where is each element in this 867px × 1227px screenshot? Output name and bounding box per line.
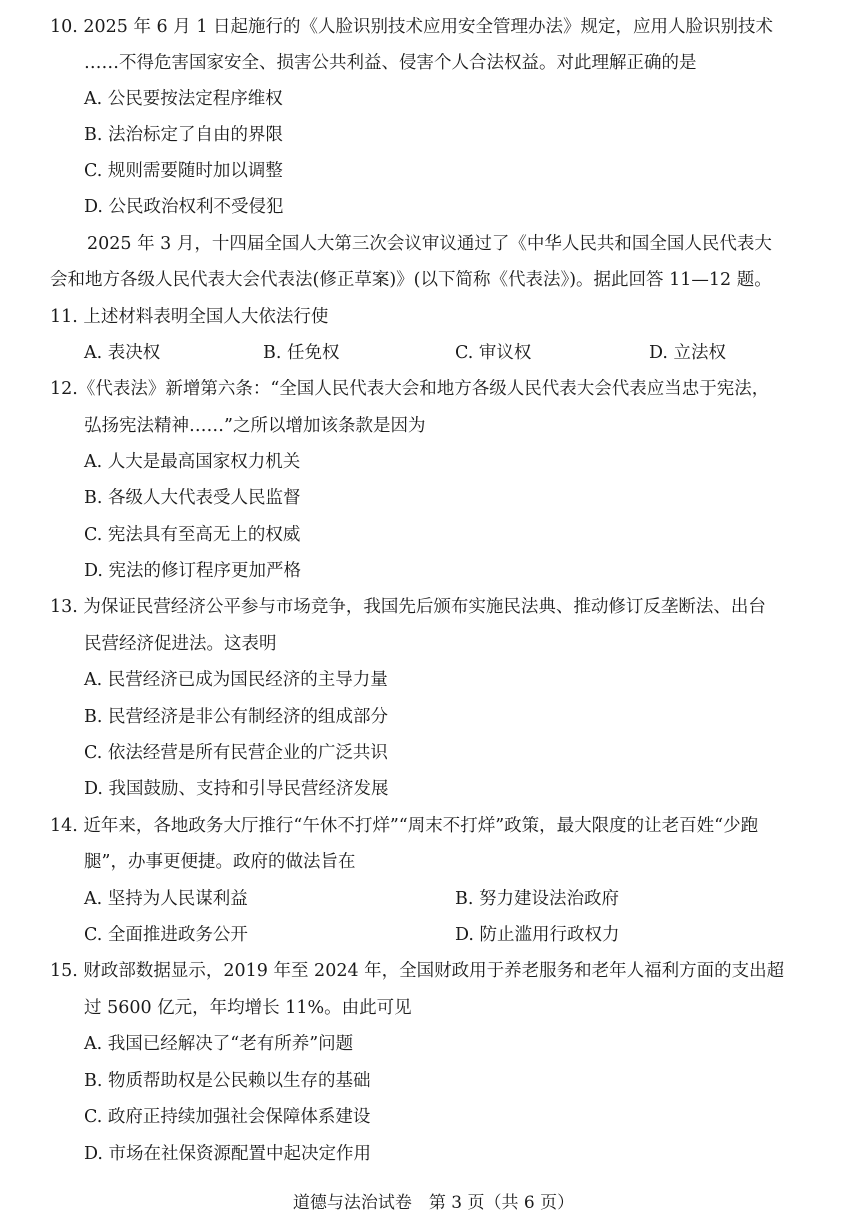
question-14-line-1: 14. 近年来，各地政务大厅推行“午休不打烊”“周末不打烊”政策，最大限度的让老百姓“少跑: [50, 816, 759, 836]
question-11-line-1: 11. 上述材料表明全国人大依法行使: [50, 307, 329, 327]
question-10-option-b: B. 法治标定了自由的界限: [84, 125, 283, 145]
question-14-option-a: A. 坚持为人民谋利益: [84, 889, 248, 909]
question-13-line-1: 13. 为保证民营经济公平参与市场竞争，我国先后颁布实施民法典、推动修订反垄断法、出台: [50, 597, 766, 617]
question-10-line-2: ……不得危害国家安全、损害公共利益、侵害个人合法权益。对此理解正确的是: [84, 53, 697, 73]
question-12-line-1: 12.《代表法》新增第六条：“全国人民代表大会和地方各级人民代表大会代表应当忠于宪法，: [50, 379, 770, 399]
page-footer: 道德与法治试卷 第 3 页（共 6 页）: [292, 1193, 575, 1213]
question-14-line-2: 腿”，办事更便捷。政府的做法旨在: [84, 852, 356, 872]
question-15-line-2: 过 5600 亿元，年均增长 11%。由此可见: [84, 998, 412, 1018]
question-10-line-1: 10. 2025 年 6 月 1 日起施行的《人脸识别技术应用安全管理办法》规定，应用人脸识别技术: [50, 17, 774, 37]
question-14-option-b: B. 努力建设法治政府: [455, 889, 619, 909]
material-intro-line-1: 2025 年 3 月，十四届全国人大第三次会议审议通过了《中华人民共和国全国人民代表大: [87, 234, 772, 254]
question-15-option-c: C. 政府正持续加强社会保障体系建设: [84, 1107, 371, 1127]
question-11-option-d: D. 立法权: [649, 343, 727, 363]
question-13-line-2: 民营经济促进法。这表明: [84, 634, 277, 654]
question-13-option-d: D. 我国鼓励、支持和引导民营经济发展: [84, 779, 389, 799]
question-14-option-c: C. 全面推进政务公开: [84, 925, 248, 945]
question-10-option-a: A. 公民要按法定程序维权: [84, 89, 283, 109]
question-12-option-c: C. 宪法具有至高无上的权威: [84, 525, 301, 545]
question-12-option-b: B. 各级人大代表受人民监督: [84, 488, 301, 508]
question-13-option-c: C. 依法经营是所有民营企业的广泛共识: [84, 743, 388, 763]
question-15-option-b: B. 物质帮助权是公民赖以生存的基础: [84, 1071, 371, 1091]
question-15-line-1: 15. 财政部数据显示，2019 年至 2024 年，全国财政用于养老服务和老年人福利方面的支出超: [50, 961, 785, 981]
question-12-line-2: 弘扬宪法精神……”之所以增加该条款是因为: [84, 416, 426, 436]
question-13-option-a: A. 民营经济已成为国民经济的主导力量: [84, 670, 388, 690]
question-11-option-a: A. 表决权: [84, 343, 161, 363]
question-15-option-d: D. 市场在社保资源配置中起决定作用: [84, 1144, 372, 1164]
question-12-option-a: A. 人大是最高国家权力机关: [84, 452, 301, 472]
question-12-option-d: D. 宪法的修订程序更加严格: [84, 561, 302, 581]
question-14-option-d: D. 防止滥用行政权力: [455, 925, 620, 945]
question-15-option-a: A. 我国已经解决了“老有所养”问题: [84, 1034, 354, 1054]
material-intro-line-2: 会和地方各级人民代表大会代表法(修正草案)》(以下简称《代表法》)。据此回答 11—12 题。: [50, 270, 772, 290]
question-13-option-b: B. 民营经济是非公有制经济的组成部分: [84, 707, 388, 727]
question-10-option-c: C. 规则需要随时加以调整: [84, 161, 283, 181]
question-11-option-b: B. 任免权: [263, 343, 340, 363]
question-10-option-d: D. 公民政治权利不受侵犯: [84, 197, 284, 217]
question-11-option-c: C. 审议权: [455, 343, 532, 363]
